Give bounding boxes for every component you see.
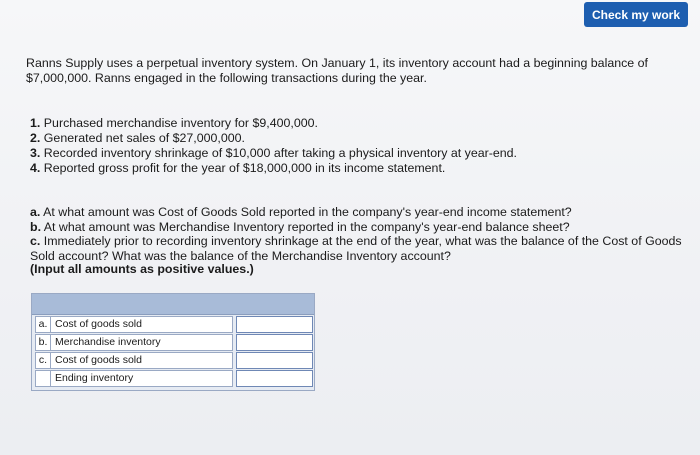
ending-inventory-input[interactable] — [236, 370, 313, 387]
row-label: Ending inventory — [55, 372, 134, 384]
transaction-number: 4. — [30, 161, 41, 175]
row-label-cell — [35, 316, 233, 333]
table-row — [35, 334, 313, 351]
transaction-item — [30, 146, 670, 161]
answer-table — [31, 293, 315, 391]
transaction-item — [30, 161, 670, 176]
transaction-number: 1. — [30, 116, 41, 130]
table-row — [35, 370, 313, 387]
transaction-number: 2. — [30, 131, 41, 145]
table-row — [35, 316, 313, 333]
question-item — [30, 205, 695, 220]
transaction-text: Reported gross profit for the year of $18,000,000 in its income statement. — [43, 161, 446, 175]
question-text: Immediately prior to recording inventory shrinkage at the end of the year, what was the balance of the Cost of Goods Sold account? What was the balance of the Merchandise Inventory account? — [30, 234, 682, 263]
row-label-cell — [35, 334, 233, 351]
question-letter: c. — [30, 234, 41, 248]
question-text: At what amount was Cost of Goods Sold reported in the company's year-end income statement? — [43, 205, 572, 219]
table-header — [32, 294, 314, 315]
merchandise-inventory-input[interactable] — [236, 334, 313, 351]
cogs-before-shrinkage-input[interactable] — [236, 352, 313, 369]
row-label: Merchandise inventory — [55, 336, 161, 348]
row-letter: b. — [36, 335, 51, 350]
transaction-text: Purchased merchandise inventory for $9,400,000. — [43, 116, 318, 130]
row-letter — [36, 371, 51, 386]
question-letter: b. — [30, 219, 42, 234]
row-label-cell — [35, 352, 233, 369]
transaction-text: Recorded inventory shrinkage of $10,000 after taking a physical inventory at year-end. — [43, 146, 517, 160]
transaction-text: Generated net sales of $27,000,000. — [43, 131, 245, 145]
instruction-note: (Input all amounts as positive values.) — [30, 262, 254, 276]
check-my-work-button[interactable]: Check my work — [584, 2, 688, 27]
row-letter: c. — [36, 353, 51, 368]
row-label: Cost of goods sold — [55, 318, 142, 330]
problem-intro: Ranns Supply uses a perpetual inventory system. On January 1, its inventory account had a beginning balance of $7,000,000. Ranns engaged in the following transactions during the year. — [26, 56, 648, 85]
row-label-cell — [35, 370, 233, 387]
question-item — [30, 234, 695, 263]
transaction-number: 3. — [30, 146, 41, 160]
table-row — [35, 352, 313, 369]
question-list — [30, 205, 695, 263]
row-letter: a. — [36, 317, 51, 332]
question-item — [30, 220, 695, 235]
transaction-item — [30, 131, 670, 146]
transaction-item — [30, 116, 670, 131]
transaction-list — [30, 116, 670, 176]
row-label: Cost of goods sold — [55, 354, 142, 366]
question-letter: a. — [30, 205, 41, 219]
question-text: At what amount was Merchandise Inventory reported in the company's year-end balance sheet? — [43, 219, 570, 234]
cost-of-goods-sold-input[interactable] — [236, 316, 313, 333]
